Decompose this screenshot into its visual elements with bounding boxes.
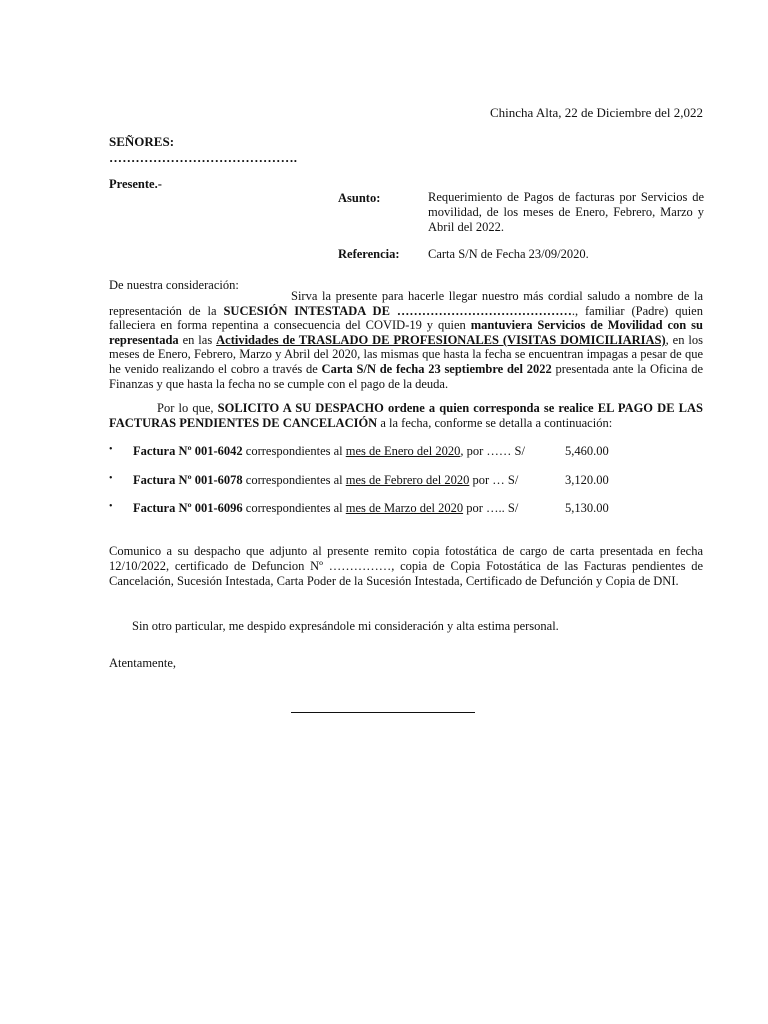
body1-text-1: Sirva la presente para hacerle llegar nuestro más cordial saludo a nombre de la representación de la xyxy=(109,289,703,318)
invoice-item xyxy=(109,473,709,489)
body2-bold-solicito: SOLICITO A SU DESPACHO ordene a quien corresponda se realice EL PAGO DE LAS FACTURAS PENDIENTES DE CANCELACIÓN xyxy=(109,401,703,430)
presente-heading: Presente.- xyxy=(109,177,162,191)
invoice-mid: correspondientes al xyxy=(242,473,346,487)
body1-text-4: , en los meses de Enero, Febrero, Marzo y Abril del 2020, las mismas que hasta la fecha se encuentran impagas a pesar de que he venido realizando el cobro a través de xyxy=(109,332,703,376)
body1-underlined-actividades: Actividades de TRASLADO DE PROFESIONALES (VISITAS DOMICILIARIAS) xyxy=(216,332,666,347)
body-paragraph-1 xyxy=(109,289,703,391)
body1-text-2: ., familiar (Padre) quien falleciera en forma repentina a consecuencia del COVID-19 y quien xyxy=(109,303,703,333)
invoice-mid: correspondientes al xyxy=(242,501,346,515)
letter-date: Chincha Alta, 22 de Diciembre del 2,022 xyxy=(489,105,703,120)
closing-sentence: Sin otro particular, me despido expresándole mi consideración y alta estima personal. xyxy=(132,619,559,633)
invoice-month: mes de Marzo del 2020 xyxy=(345,501,464,515)
body-paragraph-2 xyxy=(109,401,703,430)
invoice-item xyxy=(109,444,709,460)
invoice-number: Factura Nº 001-6042 xyxy=(133,444,243,458)
invoice-tail: por ….. S/ xyxy=(463,501,519,515)
bullet-icon: • xyxy=(109,444,113,455)
invoice-amount: 3,120.00 xyxy=(565,473,609,487)
referencia-label: Referencia: xyxy=(338,247,400,261)
body2-text-2: a la fecha, conforme se detalla a continuación: xyxy=(377,415,613,430)
body2-text-1: Por lo que, xyxy=(157,401,218,415)
invoice-amount: 5,130.00 xyxy=(565,501,609,515)
bullet-icon: • xyxy=(109,501,113,512)
body1-text-5: presentada ante la Oficina de Finanzas y que hasta la fecha no se cumple con el pago de la deuda. xyxy=(109,361,704,391)
body1-bold-carta: Carta S/N de fecha 23 septiembre del 2022 xyxy=(321,361,552,376)
referencia-text: Carta S/N de Fecha 23/09/2020. xyxy=(428,247,589,261)
greeting: De nuestra consideración: xyxy=(109,278,239,292)
invoice-item xyxy=(109,501,709,517)
asunto-text: Requerimiento de Pagos de facturas por Servicios de movilidad, de los meses de Enero, Febrero, Marzo y Abril del 2022. xyxy=(428,190,704,234)
invoice-number: Factura Nº 001-6096 xyxy=(133,501,243,515)
body1-text-3: en las xyxy=(178,332,217,347)
body1-bold-sucesion: SUCESIÓN INTESTADA DE …………………………………… xyxy=(223,303,572,318)
asunto-label: Asunto: xyxy=(338,191,381,205)
recipient-placeholder: ……………………………………. xyxy=(109,150,298,165)
invoice-tail: por … S/ xyxy=(469,473,519,487)
recipient-heading: SEÑORES: xyxy=(109,134,175,149)
invoice-number: Factura Nº 001-6078 xyxy=(133,473,243,487)
attachments-paragraph: Comunico a su despacho que adjunto al presente remito copia fotostática de cargo de carta presentada en fecha 12/10/2022, certificado de Defuncion Nº ……………, copia de Copia Fotostática de las Facturas pendientes de Cancelación, Sucesión Intestada, Carta Poder de la Sucesión Intestada, Certificado de Defunción y Copia de DNI. xyxy=(109,544,703,588)
invoice-month: mes de Enero del 2020 xyxy=(345,444,461,458)
signoff: Atentamente, xyxy=(109,656,176,670)
bullet-icon: • xyxy=(109,473,113,484)
signature-line xyxy=(291,712,475,713)
invoice-tail: , por …… S/ xyxy=(460,444,525,458)
invoice-amount: 5,460.00 xyxy=(565,444,609,458)
invoice-month: mes de Febrero del 2020 xyxy=(345,473,470,487)
body1-bold-servicios: mantuviera Servicios de Movilidad con su representada xyxy=(109,318,703,347)
invoice-mid: correspondientes al xyxy=(242,444,346,458)
